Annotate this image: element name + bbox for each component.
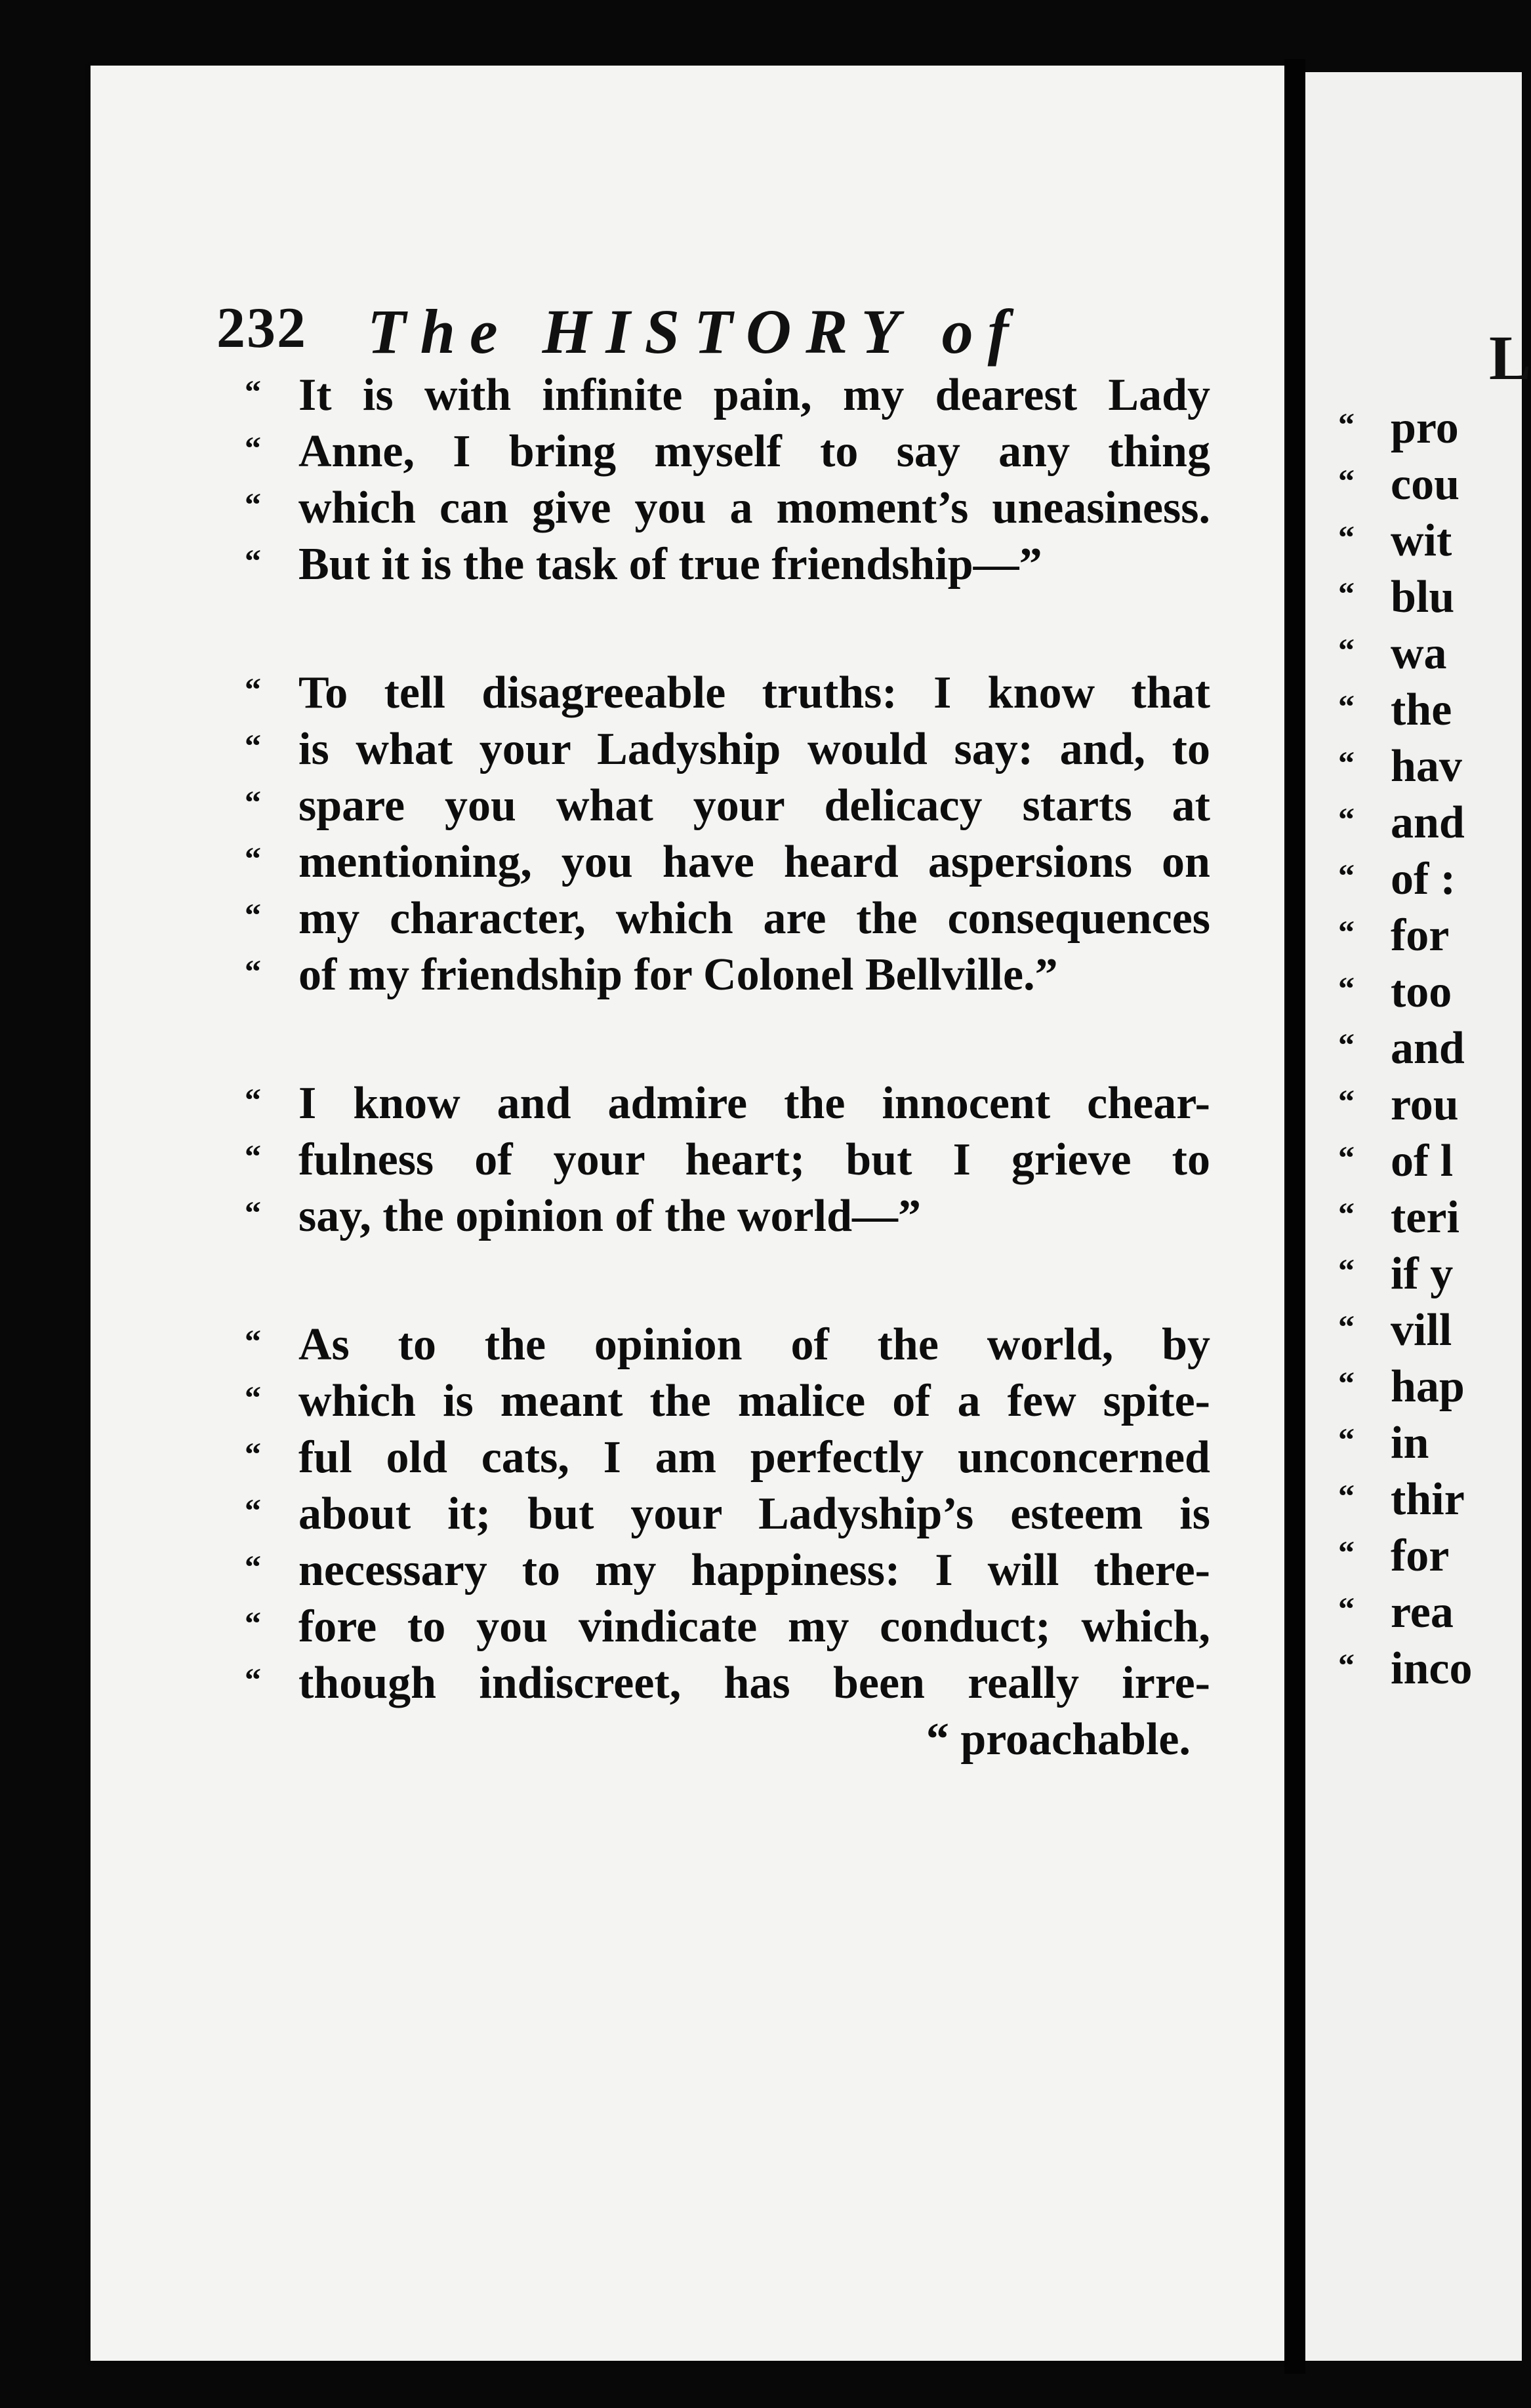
text-line: “ It is with infinite pain, my dearest Lady <box>298 367 1210 424</box>
quote-mark: “ <box>1338 1534 1353 1571</box>
quote-mark: “ <box>245 486 260 523</box>
page-header <box>216 295 1200 374</box>
text-line: “ for <box>1391 908 1522 964</box>
text-line: “ I know and admire the innocent chear- <box>298 1075 1210 1132</box>
text-line: “ in <box>1391 1415 1522 1472</box>
quote-mark: “ <box>245 840 260 877</box>
text-line: “ But it is the task of true friendship—” <box>298 536 1210 593</box>
quote-mark: “ <box>245 1081 260 1118</box>
text-line: “ vill <box>1391 1302 1522 1359</box>
text-line: “ blu <box>1391 569 1522 626</box>
quote-mark: “ <box>1338 632 1353 668</box>
quote-mark: “ <box>1338 1365 1353 1401</box>
text-line: “ of l <box>1391 1133 1522 1190</box>
text-line: “ which is meant the malice of a few spite- <box>298 1373 1210 1430</box>
quote-mark: “ <box>245 1661 260 1698</box>
text-line: “ for <box>1391 1528 1522 1584</box>
quote-mark: “ <box>1338 1083 1353 1119</box>
catchword: “ proachable. <box>926 1714 1191 1765</box>
text-line: “ To tell disagreeable truths: I know that <box>298 665 1210 721</box>
quote-mark: “ <box>1338 1252 1353 1289</box>
text-line: “ ful old cats, I am perfectly unconcerned <box>298 1430 1210 1486</box>
page-number: 232 <box>216 296 307 360</box>
quote-mark: “ <box>1338 1647 1353 1683</box>
quote-mark: “ <box>245 1605 260 1641</box>
quote-mark: “ <box>245 896 260 933</box>
text-line: “ wa <box>1391 626 1522 682</box>
quote-mark: “ <box>245 1435 260 1472</box>
quote-mark: “ <box>1338 1308 1353 1345</box>
text-line: “ and <box>1391 1020 1522 1077</box>
text-line: “ is what your Ladyship would say: and, to <box>298 721 1210 778</box>
text-line: “ necessary to my happiness: I will there- <box>298 1542 1210 1599</box>
right-running-title: L <box>1489 323 1531 393</box>
text-line: “ hap <box>1391 1359 1522 1415</box>
text-line: “ the <box>1391 682 1522 738</box>
quote-mark: “ <box>245 727 260 764</box>
text-line: “ which can give you a moment’s uneasiness. <box>298 480 1210 536</box>
right-page-text <box>1338 400 1522 1697</box>
paragraph-3 <box>245 1075 1210 1245</box>
text-line: “ Anne, I bring myself to say any thing <box>298 424 1210 480</box>
text-line: “ if y <box>1391 1246 1522 1302</box>
text-line: “ inco <box>1391 1641 1522 1697</box>
quote-mark: “ <box>1338 1421 1353 1458</box>
quote-mark: “ <box>245 1138 260 1174</box>
quote-mark: “ <box>245 784 260 820</box>
quote-mark: “ <box>245 373 260 410</box>
quote-mark: “ <box>245 1194 260 1231</box>
paragraph-4 <box>245 1317 1210 1768</box>
quote-mark: “ <box>1338 1195 1353 1232</box>
text-line: “ cou <box>1391 456 1522 513</box>
quote-mark: “ <box>245 1323 260 1359</box>
page-gutter <box>1284 59 1305 2374</box>
text-line: “ fulness of your heart; but I grieve to <box>298 1132 1210 1188</box>
text-line: “ though indiscreet, has been really irre- <box>298 1655 1210 1712</box>
quote-mark: “ <box>1338 913 1353 950</box>
text-line: “ and <box>1391 795 1522 851</box>
quote-mark: “ <box>1338 519 1353 555</box>
quote-mark: “ <box>245 953 260 990</box>
quote-mark: “ <box>245 1548 260 1585</box>
text-line: “ about it; but your Ladyship’s esteem is <box>298 1486 1210 1542</box>
text-line: “ rou <box>1391 1077 1522 1133</box>
text-line: “ pro <box>1391 400 1522 456</box>
quote-mark: “ <box>1338 970 1353 1007</box>
quote-mark: “ <box>245 671 260 708</box>
running-title: The HISTORY of <box>367 296 1023 367</box>
text-line: “ teri <box>1391 1190 1522 1246</box>
quote-mark: “ <box>245 1492 260 1529</box>
text-line: “ too <box>1391 964 1522 1020</box>
quote-mark: “ <box>1338 462 1353 499</box>
text-line: “ As to the opinion of the world, by <box>298 1317 1210 1373</box>
text-line: “ fore to you vindicate my conduct; which, <box>298 1599 1210 1655</box>
quote-mark: “ <box>1338 1477 1353 1514</box>
text-line: “ thir <box>1391 1472 1522 1528</box>
text-line: “ hav <box>1391 738 1522 795</box>
quote-mark: “ <box>1338 406 1353 443</box>
text-line: “ of : <box>1391 851 1522 908</box>
text-line: “ say, the opinion of the world—” <box>298 1188 1210 1245</box>
text-line: “ of my friendship for Colonel Bellville.” <box>298 947 1210 1003</box>
left-page-text <box>245 367 1210 1768</box>
quote-mark: “ <box>245 542 260 579</box>
quote-mark: “ <box>1338 575 1353 612</box>
text-line: “ rea <box>1391 1584 1522 1641</box>
quote-mark: “ <box>1338 744 1353 781</box>
text-line: “ wit <box>1391 513 1522 569</box>
quote-mark: “ <box>1338 1026 1353 1063</box>
quote-mark: “ <box>245 1379 260 1416</box>
text-line: “ spare you what your delicacy starts at <box>298 778 1210 834</box>
quote-mark: “ <box>1338 1139 1353 1176</box>
quote-mark: “ <box>1338 1590 1353 1627</box>
quote-mark: “ <box>1338 857 1353 894</box>
quote-mark: “ <box>1338 688 1353 725</box>
paragraph-2 <box>245 665 1210 1003</box>
text-line: “ my character, which are the consequences <box>298 891 1210 947</box>
text-line: “ mentioning, you have heard aspersions on <box>298 834 1210 891</box>
quote-mark: “ <box>1338 801 1353 837</box>
quote-mark: “ <box>245 430 260 466</box>
paragraph-1 <box>245 367 1210 593</box>
